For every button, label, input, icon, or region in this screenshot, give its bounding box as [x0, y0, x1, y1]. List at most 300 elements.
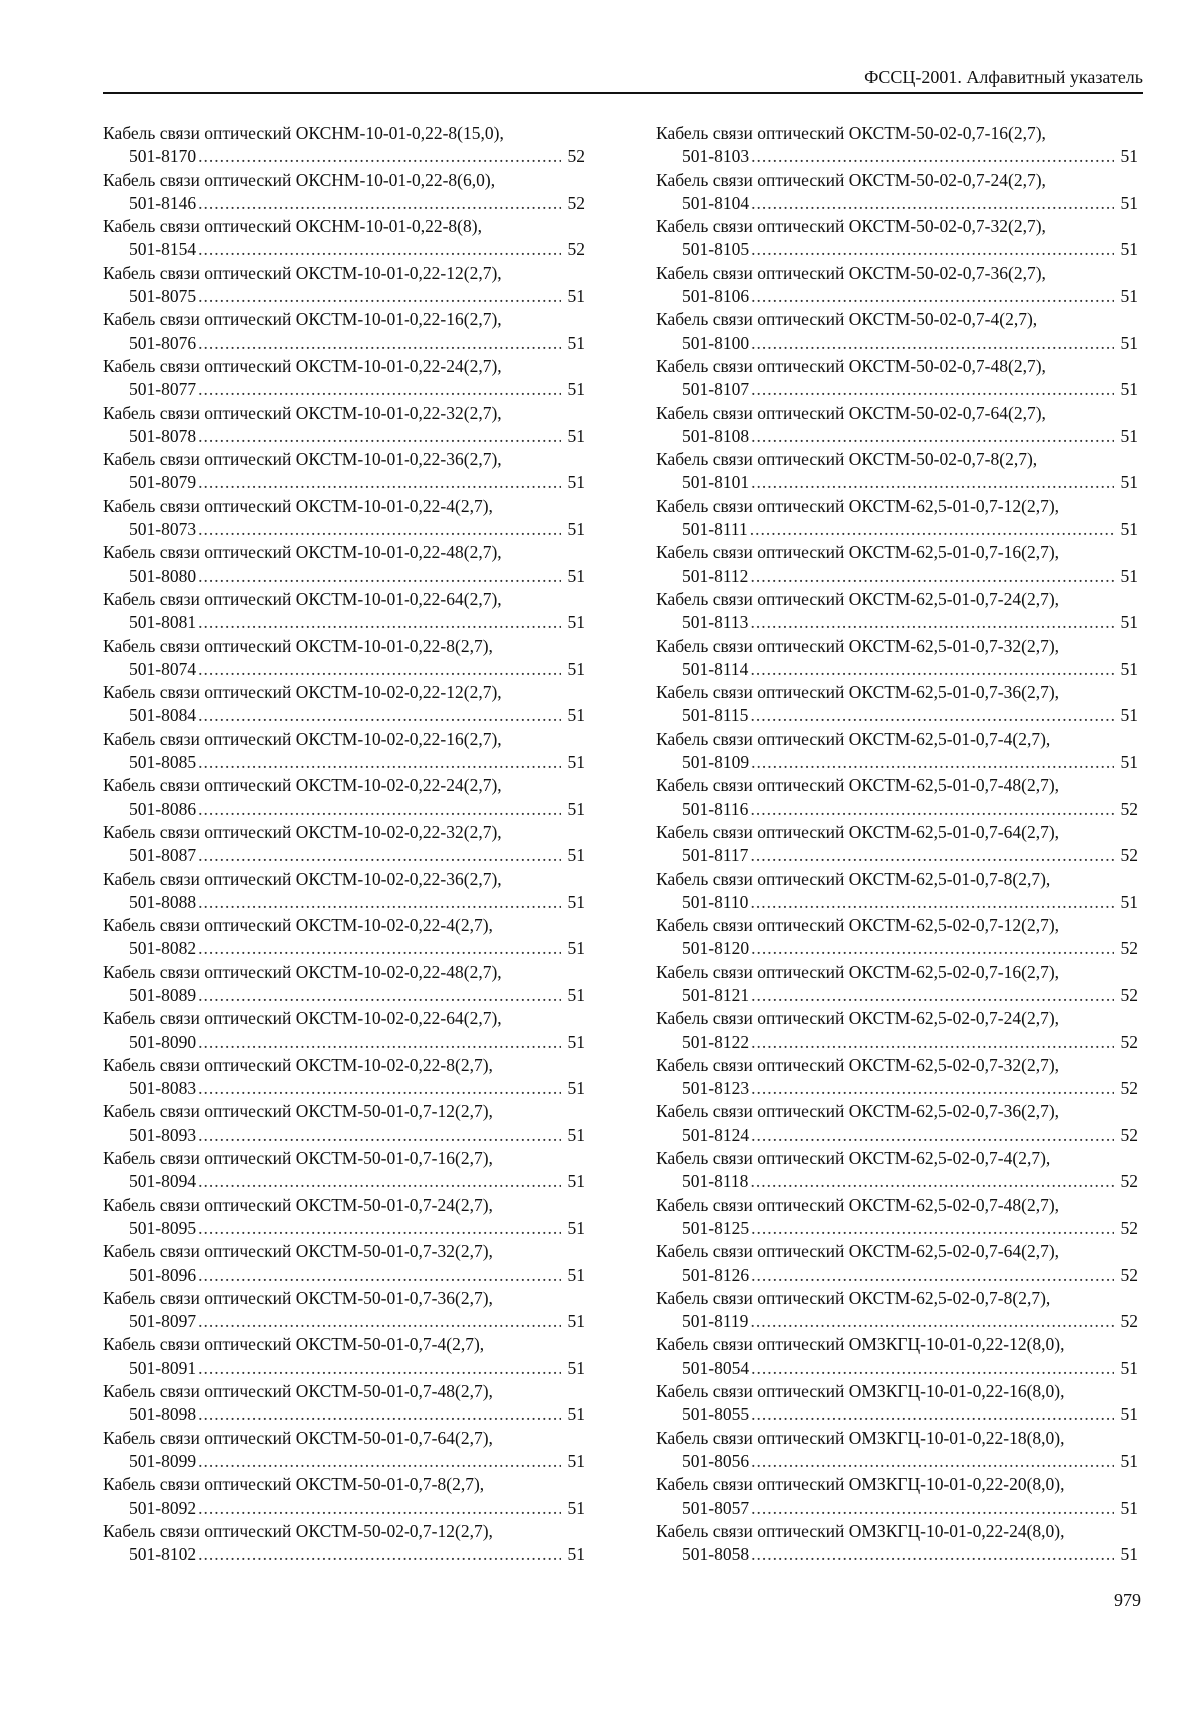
dot-leader: [751, 192, 1114, 215]
index-entry: [656, 1380, 1138, 1427]
entry-code: 501-8086: [129, 798, 197, 819]
entry-page: 52: [567, 146, 585, 167]
dot-leader: [198, 378, 561, 401]
entry-title: Кабель связи оптический ОКСТМ-50-01-0,7-24(2,7),: [103, 1194, 493, 1215]
entry-reference-line: [103, 704, 585, 727]
entry-reference-line: [103, 1077, 585, 1100]
entry-title: Кабель связи оптический ОКСТМ-50-01-0,7-64(2,7),: [103, 1427, 493, 1448]
dot-leader: [198, 1357, 561, 1380]
index-entry: [656, 169, 1138, 216]
dot-leader: [198, 285, 561, 308]
entry-reference-line: [103, 1497, 585, 1520]
entry-code: 501-8170: [129, 146, 197, 167]
index-entry: [103, 122, 585, 169]
index-entry: [103, 169, 585, 216]
entry-title: Кабель связи оптический ОКСТМ-50-02-0,7-36(2,7),: [656, 262, 1046, 283]
entry-title: Кабель связи оптический ОКСТМ-62,5-01-0,7-8(2,7),: [656, 868, 1051, 889]
index-entry: [103, 821, 585, 868]
entry-title: Кабель связи оптический ОМЗКГЦ-10-01-0,22-12(8,0),: [656, 1334, 1065, 1355]
entry-reference-line: [103, 751, 585, 774]
entry-title: Кабель связи оптический ОКСТМ-10-02-0,22-4(2,7),: [103, 915, 493, 936]
entry-title: Кабель связи оптический ОКСТМ-50-02-0,7-32(2,7),: [656, 216, 1046, 237]
entry-code: 501-8096: [129, 1264, 197, 1285]
dot-leader: [751, 471, 1114, 494]
entry-page: 52: [1120, 1078, 1138, 1099]
entry-title: Кабель связи оптический ОКСТМ-62,5-01-0,7-12(2,7),: [656, 495, 1060, 516]
entry-page: 51: [1120, 1544, 1138, 1565]
entry-reference-line: [103, 1031, 585, 1054]
dot-leader: [198, 1217, 561, 1240]
dot-leader: [198, 1264, 561, 1287]
entry-reference-line: [656, 1450, 1138, 1473]
entry-title: Кабель связи оптический ОКСТМ-50-02-0,7-24(2,7),: [656, 169, 1046, 190]
entry-title: Кабель связи оптический ОКСТМ-50-02-0,7-16(2,7),: [656, 123, 1046, 143]
index-entry: [656, 728, 1138, 775]
entry-title: Кабель связи оптический ОКСТМ-62,5-02-0,7-4(2,7),: [656, 1148, 1051, 1169]
index-entry: [656, 1287, 1138, 1334]
dot-leader: [751, 1403, 1114, 1426]
entry-reference-line: [103, 937, 585, 960]
entry-title: Кабель связи оптический ОКСТМ-62,5-01-0,7-36(2,7),: [656, 682, 1060, 703]
entry-page: 51: [1120, 239, 1138, 260]
entry-reference-line: [103, 844, 585, 867]
entry-page: 51: [567, 845, 585, 866]
entry-code: 501-8087: [129, 845, 197, 866]
index-entry: [656, 1473, 1138, 1520]
entry-title: Кабель связи оптический ОКСТМ-10-01-0,22-8(2,7),: [103, 635, 493, 656]
index-entry: [656, 914, 1138, 961]
entry-reference-line: [103, 378, 585, 401]
entry-reference-line: [103, 565, 585, 588]
entry-page: 52: [1120, 1264, 1138, 1285]
entry-page: 51: [567, 984, 585, 1005]
index-entry: [656, 262, 1138, 309]
entry-title: Кабель связи оптический ОКСНМ-10-01-0,22-8(6,0),: [103, 169, 496, 190]
entry-code: 501-8080: [129, 565, 197, 586]
entry-code: 501-8097: [129, 1311, 197, 1332]
entry-page: 52: [567, 239, 585, 260]
entry-page: 51: [567, 1544, 585, 1565]
running-header: [103, 64, 1143, 94]
dot-leader: [198, 145, 561, 168]
entry-code: 501-8111: [682, 519, 748, 540]
dot-leader: [198, 1310, 561, 1333]
entry-reference-line: [656, 1031, 1138, 1054]
index-entry: [103, 588, 585, 635]
entry-reference-line: [656, 658, 1138, 681]
dot-leader: [198, 1497, 561, 1520]
entry-title: Кабель связи оптический ОКСТМ-62,5-01-0,7-64(2,7),: [656, 821, 1060, 842]
entry-code: 501-8075: [129, 286, 197, 307]
entry-reference-line: [103, 984, 585, 1007]
entry-page: 51: [1120, 1404, 1138, 1425]
entry-page: 51: [1120, 1357, 1138, 1378]
entry-page: 51: [567, 1171, 585, 1192]
entry-reference-line: [103, 518, 585, 541]
dot-leader: [751, 425, 1114, 448]
entry-title: Кабель связи оптический ОКСТМ-62,5-01-0,7-24(2,7),: [656, 588, 1060, 609]
entry-reference-line: [656, 1124, 1138, 1147]
entry-code: 501-8123: [682, 1078, 750, 1099]
index-entry: [103, 961, 585, 1008]
index-entry: [656, 1054, 1138, 1101]
entry-page: 51: [1120, 192, 1138, 213]
index-entry: [656, 821, 1138, 868]
dot-leader: [198, 565, 561, 588]
entry-reference-line: [103, 1310, 585, 1333]
entry-reference-line: [656, 285, 1138, 308]
entry-reference-line: [656, 1310, 1138, 1333]
entry-page: 51: [1120, 425, 1138, 446]
entry-code: 501-8076: [129, 332, 197, 353]
dot-leader: [198, 891, 561, 914]
entry-title: Кабель связи оптический ОКСТМ-62,5-02-0,7-64(2,7),: [656, 1241, 1060, 1262]
dot-leader: [750, 704, 1114, 727]
entry-reference-line: [103, 285, 585, 308]
entry-reference-line: [656, 704, 1138, 727]
entry-page: 51: [1120, 891, 1138, 912]
dot-leader: [198, 192, 561, 215]
entry-page: 51: [567, 425, 585, 446]
entry-reference-line: [656, 378, 1138, 401]
entry-page: 51: [567, 1264, 585, 1285]
dot-leader: [198, 798, 561, 821]
entry-title: Кабель связи оптический ОКСТМ-10-01-0,22-16(2,7),: [103, 309, 502, 330]
entry-code: 501-8108: [682, 425, 750, 446]
entry-code: 501-8118: [682, 1171, 749, 1192]
entry-title: Кабель связи оптический ОКСТМ-50-01-0,7-36(2,7),: [103, 1287, 493, 1308]
entry-code: 501-8146: [129, 192, 197, 213]
dot-leader: [198, 984, 561, 1007]
index-entry: [656, 215, 1138, 262]
entry-code: 501-8073: [129, 519, 197, 540]
entry-reference-line: [656, 565, 1138, 588]
entry-code: 501-8090: [129, 1031, 197, 1052]
entry-reference-line: [103, 658, 585, 681]
dot-leader: [750, 518, 1114, 541]
entry-code: 501-8113: [682, 612, 749, 633]
index-entry: [103, 541, 585, 588]
entry-page: 52: [1120, 938, 1138, 959]
entry-page: 51: [567, 1404, 585, 1425]
index-entry: [656, 122, 1138, 169]
entry-title: Кабель связи оптический ОКСТМ-10-02-0,22-36(2,7),: [103, 868, 502, 889]
index-entry: [656, 402, 1138, 449]
entry-title: Кабель связи оптический ОКСТМ-62,5-02-0,7-24(2,7),: [656, 1008, 1060, 1029]
entry-title: Кабель связи оптический ОКСТМ-62,5-01-0,7-4(2,7),: [656, 728, 1051, 749]
entry-title: Кабель связи оптический ОКСТМ-10-02-0,22-8(2,7),: [103, 1054, 493, 1075]
entry-title: Кабель связи оптический ОКСТМ-10-01-0,22-36(2,7),: [103, 449, 502, 470]
dot-leader: [198, 1031, 561, 1054]
dot-leader: [198, 1543, 561, 1566]
entry-code: 501-8089: [129, 984, 197, 1005]
entry-code: 501-8122: [682, 1031, 750, 1052]
index-entry: [656, 495, 1138, 542]
dot-leader: [751, 937, 1114, 960]
entry-reference-line: [103, 471, 585, 494]
entry-page: 51: [567, 472, 585, 493]
entry-title: Кабель связи оптический ОМЗКГЦ-10-01-0,22-24(8,0),: [656, 1520, 1065, 1541]
entry-title: Кабель связи оптический ОКСТМ-10-02-0,22-48(2,7),: [103, 961, 502, 982]
entry-title: Кабель связи оптический ОКСТМ-10-02-0,22-12(2,7),: [103, 682, 502, 703]
dot-leader: [750, 658, 1114, 681]
index-entry: [656, 448, 1138, 495]
entry-title: Кабель связи оптический ОКСТМ-10-02-0,22-16(2,7),: [103, 728, 502, 749]
index-entry: [103, 262, 585, 309]
entry-reference-line: [656, 844, 1138, 867]
entry-reference-line: [103, 891, 585, 914]
entry-code: 501-8058: [682, 1544, 750, 1565]
entry-code: 501-8120: [682, 938, 750, 959]
entry-title: Кабель связи оптический ОКСТМ-10-02-0,22-64(2,7),: [103, 1008, 502, 1029]
entry-page: 51: [1120, 286, 1138, 307]
dot-leader: [198, 238, 561, 261]
entry-code: 501-8091: [129, 1357, 197, 1378]
entry-code: 501-8088: [129, 891, 197, 912]
index-entry: [103, 1147, 585, 1194]
entry-title: Кабель связи оптический ОКСТМ-62,5-01-0,7-16(2,7),: [656, 542, 1060, 563]
entry-reference-line: [656, 1497, 1138, 1520]
index-entry: [656, 1520, 1138, 1567]
entry-code: 501-8126: [682, 1264, 750, 1285]
index-entry: [103, 1427, 585, 1474]
index-entry: [103, 495, 585, 542]
index-entry: [103, 1100, 585, 1147]
index-entry: [103, 1007, 585, 1054]
entry-reference-line: [103, 1450, 585, 1473]
dot-leader: [198, 332, 561, 355]
dot-leader: [750, 891, 1114, 914]
index-entry: [103, 868, 585, 915]
index-entry: [103, 1520, 585, 1567]
entry-page: 51: [1120, 658, 1138, 679]
entry-reference-line: [656, 1543, 1138, 1566]
entry-title: Кабель связи оптический ОКСТМ-10-01-0,22-24(2,7),: [103, 355, 502, 376]
entry-page: 52: [1120, 1311, 1138, 1332]
index-entry: [656, 588, 1138, 635]
entry-title: Кабель связи оптический ОКСТМ-10-02-0,22-24(2,7),: [103, 775, 502, 796]
dot-leader: [198, 844, 561, 867]
index-column-left: [103, 122, 585, 1566]
dot-leader: [751, 751, 1114, 774]
index-entry: [103, 448, 585, 495]
entry-reference-line: [103, 798, 585, 821]
dot-leader: [198, 471, 561, 494]
entry-page: 51: [1120, 519, 1138, 540]
entry-code: 501-8079: [129, 472, 197, 493]
entry-title: Кабель связи оптический ОКСТМ-50-01-0,7-16(2,7),: [103, 1148, 493, 1169]
entry-reference-line: [656, 611, 1138, 634]
entry-reference-line: [656, 1403, 1138, 1426]
entry-title: Кабель связи оптический ОКСТМ-50-02-0,7-8(2,7),: [656, 449, 1038, 470]
entry-page: 51: [1120, 472, 1138, 493]
dot-leader: [198, 751, 561, 774]
entry-title: Кабель связи оптический ОКСТМ-50-01-0,7-8(2,7),: [103, 1474, 485, 1495]
entry-title: Кабель связи оптический ОКСТМ-50-01-0,7-12(2,7),: [103, 1101, 493, 1122]
dot-leader: [751, 145, 1114, 168]
entry-title: Кабель связи оптический ОКСТМ-50-01-0,7-32(2,7),: [103, 1241, 493, 1262]
entry-reference-line: [103, 1124, 585, 1147]
entry-title: Кабель связи оптический ОКСТМ-10-02-0,22-32(2,7),: [103, 821, 502, 842]
entry-code: 501-8081: [129, 612, 197, 633]
dot-leader: [198, 1124, 561, 1147]
dot-leader: [751, 285, 1114, 308]
entry-reference-line: [656, 1170, 1138, 1193]
entry-page: 52: [1120, 1171, 1138, 1192]
index-entry: [656, 1427, 1138, 1474]
entry-code: 501-8095: [129, 1217, 197, 1238]
index-entry: [103, 774, 585, 821]
entry-title: Кабель связи оптический ОКСТМ-50-02-0,7-48(2,7),: [656, 355, 1046, 376]
dot-leader: [751, 238, 1114, 261]
entry-title: Кабель связи оптический ОКСТМ-50-01-0,7-4(2,7),: [103, 1334, 485, 1355]
entry-code: 501-8094: [129, 1171, 197, 1192]
entry-page: 51: [567, 1078, 585, 1099]
entry-title: Кабель связи оптический ОКСНМ-10-01-0,22-8(15,0),: [103, 123, 504, 143]
dot-leader: [751, 1124, 1114, 1147]
dot-leader: [750, 1310, 1114, 1333]
entry-reference-line: [656, 471, 1138, 494]
entry-reference-line: [656, 937, 1138, 960]
index-entry: [103, 402, 585, 449]
dot-leader: [751, 1497, 1114, 1520]
dot-leader: [198, 658, 561, 681]
entry-title: Кабель связи оптический ОКСТМ-10-01-0,22-32(2,7),: [103, 402, 502, 423]
entry-page: 51: [567, 1357, 585, 1378]
entry-page: 51: [567, 938, 585, 959]
index-entry: [656, 1333, 1138, 1380]
entry-page: 51: [1120, 705, 1138, 726]
dot-leader: [198, 937, 561, 960]
index-entry: [656, 308, 1138, 355]
entry-page: 52: [1120, 1031, 1138, 1052]
entry-page: 51: [567, 612, 585, 633]
entry-page: 52: [1120, 984, 1138, 1005]
index-entry: [656, 1194, 1138, 1241]
index-entry: [103, 1287, 585, 1334]
entry-page: 51: [567, 658, 585, 679]
dot-leader: [198, 518, 561, 541]
entry-reference-line: [656, 332, 1138, 355]
entry-page: 51: [567, 705, 585, 726]
entry-page: 51: [1120, 332, 1138, 353]
entry-code: 501-8093: [129, 1124, 197, 1145]
entry-page: 51: [1120, 565, 1138, 586]
entry-title: Кабель связи оптический ОКСТМ-62,5-02-0,7-12(2,7),: [656, 915, 1060, 936]
entry-page: 51: [567, 1031, 585, 1052]
entry-title: Кабель связи оптический ОКСТМ-10-01-0,22-48(2,7),: [103, 542, 502, 563]
entry-reference-line: [656, 1217, 1138, 1240]
dot-leader: [198, 1450, 561, 1473]
entry-code: 501-8098: [129, 1404, 197, 1425]
index-entry: [103, 1194, 585, 1241]
index-entry: [656, 355, 1138, 402]
entry-page: 51: [567, 1497, 585, 1518]
entry-code: 501-8119: [682, 1311, 749, 1332]
entry-page: 51: [1120, 752, 1138, 773]
entry-reference-line: [103, 1403, 585, 1426]
entry-code: 501-8102: [129, 1544, 197, 1565]
entry-code: 501-8110: [682, 891, 749, 912]
entry-code: 501-8084: [129, 705, 197, 726]
dot-leader: [751, 1031, 1114, 1054]
index-entry: [656, 1147, 1138, 1194]
entry-code: 501-8077: [129, 379, 197, 400]
entry-page: 51: [1120, 146, 1138, 167]
entry-title: Кабель связи оптический ОКСНМ-10-01-0,22-8(8),: [103, 216, 482, 237]
index-entry: [103, 914, 585, 961]
entry-page: 51: [567, 332, 585, 353]
entry-code: 501-8103: [682, 146, 750, 167]
dot-leader: [751, 1264, 1114, 1287]
entry-code: 501-8112: [682, 565, 749, 586]
dot-leader: [750, 798, 1114, 821]
dot-leader: [751, 1450, 1114, 1473]
entry-code: 501-8101: [682, 472, 750, 493]
index-entry: [656, 1007, 1138, 1054]
index-entry: [103, 215, 585, 262]
entry-title: Кабель связи оптический ОКСТМ-62,5-02-0,7-8(2,7),: [656, 1287, 1051, 1308]
dot-leader: [198, 611, 561, 634]
entry-page: 51: [567, 565, 585, 586]
entry-reference-line: [656, 891, 1138, 914]
entry-title: Кабель связи оптический ОКСТМ-62,5-02-0,7-16(2,7),: [656, 961, 1060, 982]
entry-code: 501-8106: [682, 286, 750, 307]
dot-leader: [751, 984, 1114, 1007]
dot-leader: [750, 611, 1114, 634]
entry-code: 501-8124: [682, 1124, 750, 1145]
entry-reference-line: [103, 1543, 585, 1566]
entry-reference-line: [103, 238, 585, 261]
entry-title: Кабель связи оптический ОКСТМ-50-02-0,7-12(2,7),: [103, 1520, 493, 1541]
entry-code: 501-8105: [682, 239, 750, 260]
entry-page: 51: [1120, 379, 1138, 400]
index-column-right: [656, 122, 1138, 1566]
entry-code: 501-8055: [682, 1404, 750, 1425]
index-entry: [656, 774, 1138, 821]
entry-code: 501-8085: [129, 752, 197, 773]
index-entry: [103, 308, 585, 355]
dot-leader: [751, 378, 1114, 401]
entry-code: 501-8104: [682, 192, 750, 213]
entry-title: Кабель связи оптический ОКСТМ-50-02-0,7-4(2,7),: [656, 309, 1038, 330]
entry-page: 52: [1120, 1124, 1138, 1145]
dot-leader: [198, 1403, 561, 1426]
entry-title: Кабель связи оптический ОКСТМ-62,5-02-0,7-48(2,7),: [656, 1194, 1060, 1215]
entry-page: 52: [567, 192, 585, 213]
index-entry: [656, 635, 1138, 682]
entry-reference-line: [656, 425, 1138, 448]
entry-page: 51: [567, 891, 585, 912]
dot-leader: [750, 844, 1114, 867]
entry-title: Кабель связи оптический ОКСТМ-10-01-0,22-64(2,7),: [103, 588, 502, 609]
entry-reference-line: [656, 751, 1138, 774]
index-entry: [656, 541, 1138, 588]
entry-title: Кабель связи оптический ОКСТМ-62,5-02-0,7-36(2,7),: [656, 1101, 1060, 1122]
entry-title: Кабель связи оптический ОМЗКГЦ-10-01-0,22-16(8,0),: [656, 1381, 1065, 1402]
entry-code: 501-8082: [129, 938, 197, 959]
entry-title: Кабель связи оптический ОКСТМ-10-01-0,22-4(2,7),: [103, 495, 493, 516]
index-entry: [103, 728, 585, 775]
entry-page: 51: [567, 1217, 585, 1238]
page-number: 979: [1114, 1590, 1141, 1610]
entry-reference-line: [103, 1170, 585, 1193]
index-entry: [656, 961, 1138, 1008]
dot-leader: [198, 704, 561, 727]
entry-reference-line: [103, 145, 585, 168]
dot-leader: [198, 1170, 561, 1193]
index-entry: [103, 635, 585, 682]
